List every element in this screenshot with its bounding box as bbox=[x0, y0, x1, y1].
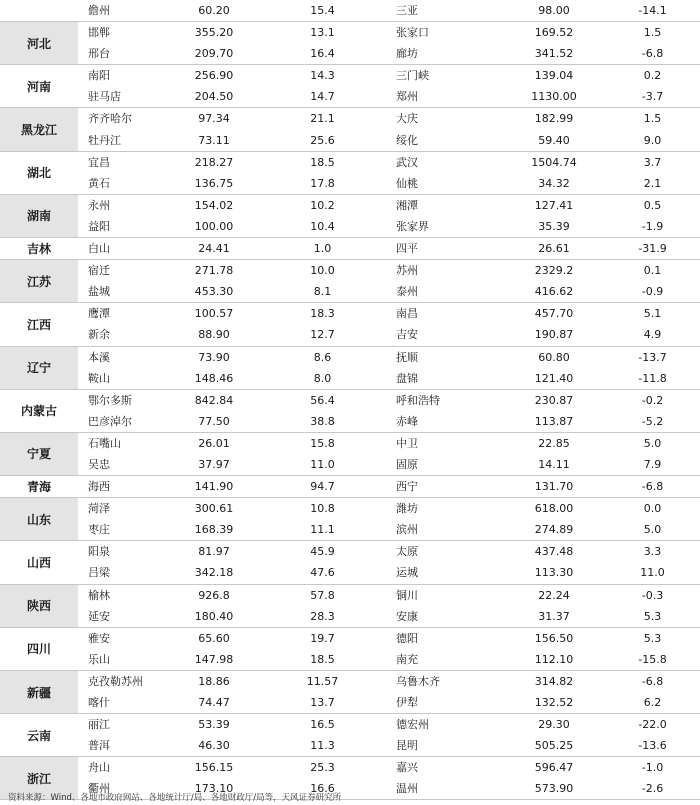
province-group bbox=[0, 585, 700, 628]
province-cell: 江西 bbox=[26, 317, 51, 332]
revenue-low: 77.50 bbox=[198, 414, 230, 428]
revenue-high: 60.80 bbox=[538, 350, 570, 364]
revenue-low: 24.41 bbox=[198, 242, 230, 256]
growth-high: 3.7 bbox=[643, 155, 662, 169]
growth-low: 19.7 bbox=[310, 631, 335, 645]
growth-high: -0.2 bbox=[641, 393, 664, 407]
revenue-low: 168.39 bbox=[194, 523, 234, 537]
city-low: 海西 bbox=[88, 480, 110, 494]
city-low: 巴彦淖尔 bbox=[88, 414, 132, 428]
growth-high: 0.0 bbox=[643, 502, 662, 516]
revenue-low: 842.84 bbox=[194, 393, 234, 407]
revenue-low: 209.70 bbox=[194, 47, 234, 61]
city-low: 枣庄 bbox=[88, 523, 110, 537]
city-low: 黄石 bbox=[88, 176, 110, 190]
table-row bbox=[78, 628, 700, 649]
revenue-low: 453.30 bbox=[194, 285, 234, 299]
revenue-high: 1130.00 bbox=[531, 90, 577, 104]
city-high: 吉安 bbox=[396, 328, 418, 342]
table-row bbox=[78, 585, 700, 606]
revenue-low: 18.86 bbox=[198, 674, 230, 688]
growth-low: 11.1 bbox=[310, 523, 335, 537]
revenue-high: 596.47 bbox=[534, 761, 574, 775]
growth-high: 5.0 bbox=[643, 523, 662, 537]
city-low: 儋州 bbox=[88, 4, 110, 17]
revenue-high: 274.89 bbox=[534, 523, 574, 537]
revenue-high: 26.61 bbox=[538, 242, 570, 256]
growth-high: 5.3 bbox=[643, 609, 662, 623]
table-row bbox=[78, 152, 700, 173]
revenue-low: 141.90 bbox=[194, 480, 234, 494]
revenue-high: 139.04 bbox=[534, 69, 574, 83]
city-high: 盘锦 bbox=[396, 371, 418, 385]
province-group bbox=[0, 22, 700, 65]
city-low: 乐山 bbox=[88, 652, 110, 666]
province-cell: 陕西 bbox=[0, 585, 78, 627]
table-row bbox=[78, 130, 700, 151]
growth-low: 18.5 bbox=[310, 652, 335, 666]
revenue-low: 60.20 bbox=[198, 4, 230, 17]
growth-low: 45.9 bbox=[310, 545, 335, 559]
city-high: 中卫 bbox=[396, 436, 418, 450]
revenue-high: 22.24 bbox=[538, 588, 570, 602]
revenue-high: 112.10 bbox=[534, 652, 574, 666]
growth-high: -1.0 bbox=[641, 761, 664, 775]
city-high: 郑州 bbox=[396, 90, 418, 104]
growth-high: 5.0 bbox=[643, 436, 662, 450]
revenue-low: 100.00 bbox=[194, 219, 234, 233]
city-low: 克孜勒苏州 bbox=[88, 674, 143, 688]
province-cell: 吉林 bbox=[26, 242, 51, 257]
table-row bbox=[78, 692, 700, 713]
growth-low: 16.5 bbox=[310, 718, 335, 732]
city-low: 牡丹江 bbox=[88, 133, 121, 147]
revenue-low: 65.60 bbox=[198, 631, 230, 645]
revenue-low: 271.78 bbox=[194, 264, 234, 278]
revenue-low: 81.97 bbox=[198, 545, 230, 559]
growth-low: 12.7 bbox=[310, 328, 335, 342]
revenue-low: 204.50 bbox=[194, 90, 234, 104]
growth-high: -31.9 bbox=[638, 242, 667, 256]
growth-high: 11.0 bbox=[640, 566, 665, 580]
growth-high: 0.1 bbox=[643, 264, 662, 278]
city-low: 衢州 bbox=[88, 782, 110, 796]
city-low: 菏泽 bbox=[88, 502, 110, 516]
growth-high: 7.9 bbox=[643, 457, 662, 471]
province-cell: 山东 bbox=[0, 498, 78, 540]
city-high: 南昌 bbox=[396, 307, 418, 321]
table-row bbox=[78, 368, 700, 389]
province-cell: 河北 bbox=[0, 22, 78, 64]
source-note: 资料来源：Wind、各地市政府网站、各地统计厅/局、各地财政厅/局等，天风证券研究所 bbox=[8, 793, 342, 803]
table-row bbox=[78, 757, 700, 778]
table-row bbox=[78, 108, 700, 129]
revenue-low: 26.01 bbox=[198, 436, 230, 450]
city-low: 本溪 bbox=[88, 350, 110, 364]
table-row bbox=[78, 65, 700, 86]
growth-high: -11.8 bbox=[638, 371, 667, 385]
city-high: 滨州 bbox=[396, 523, 418, 537]
city-low: 榆林 bbox=[88, 588, 110, 602]
growth-low: 28.3 bbox=[310, 609, 335, 623]
growth-low: 8.0 bbox=[313, 371, 332, 385]
table-row bbox=[78, 324, 700, 345]
growth-low: 57.8 bbox=[310, 588, 335, 602]
province-cell: 新疆 bbox=[0, 671, 78, 713]
city-low: 盐城 bbox=[88, 285, 110, 299]
city-high: 抚顺 bbox=[396, 350, 418, 364]
growth-high: 0.5 bbox=[643, 198, 662, 212]
province-group bbox=[0, 152, 700, 195]
city-high: 大庆 bbox=[396, 112, 418, 126]
growth-low: 14.7 bbox=[310, 90, 335, 104]
revenue-high: 35.39 bbox=[538, 219, 570, 233]
city-high: 温州 bbox=[396, 782, 418, 796]
revenue-high: 113.30 bbox=[534, 566, 574, 580]
city-low: 益阳 bbox=[88, 219, 110, 233]
city-high: 张家口 bbox=[396, 26, 429, 40]
table-row bbox=[78, 606, 700, 627]
city-high: 三门峡 bbox=[396, 69, 429, 83]
growth-low: 10.4 bbox=[310, 219, 335, 233]
growth-high: 2.1 bbox=[643, 176, 662, 190]
province-group bbox=[0, 390, 700, 433]
city-low: 石嘴山 bbox=[88, 436, 121, 450]
table-row bbox=[78, 519, 700, 540]
growth-low: 10.2 bbox=[310, 198, 335, 212]
revenue-low: 97.34 bbox=[198, 112, 230, 126]
city-high: 泰州 bbox=[396, 285, 418, 299]
revenue-low: 300.61 bbox=[194, 502, 234, 516]
city-high: 德阳 bbox=[396, 631, 418, 645]
province-group bbox=[0, 65, 700, 108]
growth-high: -2.6 bbox=[641, 782, 664, 796]
revenue-high: 573.90 bbox=[534, 782, 574, 796]
growth-low: 11.3 bbox=[310, 739, 335, 753]
growth-high: -6.8 bbox=[641, 674, 664, 688]
province-group bbox=[0, 476, 700, 498]
city-high: 南充 bbox=[396, 652, 418, 666]
province-cell: 山西 bbox=[26, 555, 51, 570]
province-cell: 湖北 bbox=[26, 166, 51, 181]
revenue-high: 31.37 bbox=[538, 609, 570, 623]
table-row bbox=[78, 541, 700, 562]
growth-high: 5.3 bbox=[643, 631, 662, 645]
city-high: 武汉 bbox=[396, 155, 418, 169]
revenue-low: 73.11 bbox=[198, 133, 230, 147]
revenue-high: 156.50 bbox=[534, 631, 574, 645]
city-low: 鹰潭 bbox=[88, 307, 110, 321]
province-group bbox=[0, 628, 700, 671]
city-low: 永州 bbox=[88, 198, 110, 212]
revenue-low: 100.57 bbox=[194, 307, 234, 321]
table-row bbox=[78, 238, 700, 259]
province-group bbox=[0, 671, 700, 714]
city-low: 延安 bbox=[88, 609, 110, 623]
revenue-low: 256.90 bbox=[194, 69, 234, 83]
revenue-high: 34.32 bbox=[538, 176, 570, 190]
city-high: 昆明 bbox=[396, 739, 418, 753]
revenue-high: 190.87 bbox=[534, 328, 574, 342]
city-high: 仙桃 bbox=[396, 176, 418, 190]
table-row bbox=[78, 498, 700, 519]
revenue-high: 59.40 bbox=[538, 133, 570, 147]
city-low: 喀什 bbox=[88, 696, 110, 709]
revenue-low: 926.8 bbox=[198, 588, 230, 602]
city-high: 绥化 bbox=[396, 133, 418, 147]
revenue-high: 14.11 bbox=[538, 457, 570, 471]
city-high: 赤峰 bbox=[396, 414, 418, 428]
growth-high: 1.5 bbox=[643, 26, 662, 40]
growth-low: 15.4 bbox=[310, 4, 335, 17]
revenue-high: 182.99 bbox=[534, 112, 574, 126]
revenue-high: 230.87 bbox=[534, 393, 574, 407]
table-row bbox=[78, 433, 700, 454]
growth-low: 38.8 bbox=[310, 414, 335, 428]
revenue-high: 505.25 bbox=[534, 739, 574, 753]
revenue-low: 136.75 bbox=[194, 176, 234, 190]
revenue-high: 169.52 bbox=[534, 26, 574, 40]
table-row bbox=[78, 649, 700, 670]
province-group bbox=[0, 347, 700, 390]
city-high: 固原 bbox=[396, 457, 418, 471]
city-low: 鄂尔多斯 bbox=[88, 393, 132, 407]
growth-high: -0.3 bbox=[641, 588, 664, 602]
growth-low: 1.0 bbox=[313, 242, 332, 256]
growth-low: 25.6 bbox=[310, 133, 335, 147]
revenue-high: 22.85 bbox=[538, 436, 570, 450]
table-row bbox=[78, 303, 700, 324]
province-cell: 青海 bbox=[26, 480, 51, 495]
revenue-high: 341.52 bbox=[534, 47, 574, 61]
revenue-high: 457.70 bbox=[534, 307, 574, 321]
city-low: 吴忠 bbox=[88, 457, 110, 471]
city-high: 铜川 bbox=[396, 588, 418, 602]
revenue-high: 127.41 bbox=[534, 198, 574, 212]
revenue-high: 618.00 bbox=[534, 502, 574, 516]
table-row bbox=[78, 476, 700, 497]
province-cell: 宁夏 bbox=[0, 433, 78, 475]
growth-low: 17.8 bbox=[310, 176, 335, 190]
growth-high: 1.5 bbox=[643, 112, 662, 126]
table-row bbox=[78, 260, 700, 281]
province-group bbox=[0, 498, 700, 541]
growth-high: -6.8 bbox=[641, 47, 664, 61]
revenue-low: 156.15 bbox=[194, 761, 234, 775]
revenue-high: 121.40 bbox=[534, 371, 574, 385]
revenue-high: 98.00 bbox=[538, 4, 570, 17]
city-high: 乌鲁木齐 bbox=[396, 674, 440, 688]
table-row bbox=[78, 735, 700, 756]
growth-low: 13.7 bbox=[310, 696, 335, 709]
growth-low: 94.7 bbox=[310, 480, 335, 494]
revenue-low: 180.40 bbox=[194, 609, 234, 623]
city-high: 苏州 bbox=[396, 264, 418, 278]
province-group bbox=[0, 0, 700, 22]
growth-low: 11.0 bbox=[310, 457, 335, 471]
growth-low: 47.6 bbox=[310, 566, 335, 580]
province-group bbox=[0, 195, 700, 238]
growth-low: 14.3 bbox=[310, 69, 335, 83]
revenue-low: 37.97 bbox=[198, 457, 230, 471]
table-row bbox=[78, 195, 700, 216]
city-low: 丽江 bbox=[88, 718, 110, 732]
growth-high: -22.0 bbox=[638, 718, 667, 732]
province-cell: 辽宁 bbox=[0, 347, 78, 389]
revenue-high: 437.48 bbox=[534, 545, 574, 559]
revenue-low: 53.39 bbox=[198, 718, 230, 732]
province-cell: 四川 bbox=[26, 642, 51, 657]
table-row bbox=[78, 216, 700, 237]
city-low: 宿迁 bbox=[88, 264, 110, 278]
province-cell bbox=[0, 0, 78, 21]
province-group bbox=[0, 714, 700, 757]
city-low: 吕梁 bbox=[88, 566, 110, 580]
revenue-high: 113.87 bbox=[534, 414, 574, 428]
growth-high: -5.2 bbox=[641, 414, 664, 428]
city-low: 白山 bbox=[88, 242, 110, 256]
growth-high: 3.3 bbox=[643, 545, 662, 559]
revenue-high: 416.62 bbox=[534, 285, 574, 299]
city-low: 舟山 bbox=[88, 761, 110, 775]
revenue-low: 147.98 bbox=[194, 652, 234, 666]
table-row bbox=[78, 43, 700, 64]
growth-low: 56.4 bbox=[310, 393, 335, 407]
city-high: 嘉兴 bbox=[396, 761, 418, 775]
growth-low: 16.6 bbox=[310, 782, 335, 796]
city-high: 太原 bbox=[396, 545, 418, 559]
city-low: 宜昌 bbox=[88, 155, 110, 169]
city-high: 湘潭 bbox=[396, 198, 418, 212]
revenue-low: 355.20 bbox=[194, 26, 234, 40]
province-cell: 浙江 bbox=[0, 757, 78, 799]
growth-high: -14.1 bbox=[638, 4, 667, 17]
revenue-high: 29.30 bbox=[538, 718, 570, 732]
table-row bbox=[78, 281, 700, 302]
revenue-low: 218.27 bbox=[194, 155, 234, 169]
city-high: 伊犁 bbox=[396, 696, 418, 709]
city-low: 邢台 bbox=[88, 47, 110, 61]
table-row bbox=[78, 347, 700, 368]
city-high: 德宏州 bbox=[396, 718, 429, 732]
city-low: 驻马店 bbox=[88, 90, 121, 104]
city-high: 廊坊 bbox=[396, 47, 418, 61]
revenue-low: 342.18 bbox=[194, 566, 234, 580]
city-low: 新余 bbox=[88, 328, 110, 342]
growth-low: 13.1 bbox=[310, 26, 335, 40]
growth-high: 6.2 bbox=[643, 696, 662, 709]
growth-high: -3.7 bbox=[641, 90, 664, 104]
revenue-high: 314.82 bbox=[534, 674, 574, 688]
revenue-low: 74.47 bbox=[198, 696, 230, 709]
revenue-low: 46.30 bbox=[198, 739, 230, 753]
growth-low: 8.6 bbox=[313, 350, 332, 364]
city-high: 张家界 bbox=[396, 219, 429, 233]
province-cell: 河南 bbox=[26, 79, 51, 94]
city-low: 齐齐哈尔 bbox=[88, 112, 132, 126]
revenue-low: 88.90 bbox=[198, 328, 230, 342]
growth-low: 10.0 bbox=[310, 264, 335, 278]
table-row bbox=[78, 173, 700, 194]
revenue-low: 154.02 bbox=[194, 198, 234, 212]
province-cell: 江苏 bbox=[0, 260, 78, 302]
city-high: 呼和浩特 bbox=[396, 393, 440, 407]
province-cell: 云南 bbox=[26, 728, 51, 743]
growth-low: 18.3 bbox=[310, 307, 335, 321]
table-row bbox=[78, 714, 700, 735]
province-group bbox=[0, 260, 700, 303]
growth-low: 11.57 bbox=[306, 674, 339, 688]
city-high: 安康 bbox=[396, 609, 418, 623]
city-high: 运城 bbox=[396, 566, 418, 580]
city-low: 阳泉 bbox=[88, 545, 110, 559]
growth-low: 18.5 bbox=[310, 155, 335, 169]
growth-low: 8.1 bbox=[313, 285, 332, 299]
city-low: 雅安 bbox=[88, 631, 110, 645]
city-low: 鞍山 bbox=[88, 371, 110, 385]
province-cell: 内蒙古 bbox=[20, 404, 57, 419]
growth-low: 21.1 bbox=[310, 112, 335, 126]
revenue-low: 148.46 bbox=[194, 371, 234, 385]
city-low: 邯郸 bbox=[88, 26, 110, 40]
province-group bbox=[0, 238, 700, 260]
growth-low: 15.8 bbox=[310, 436, 335, 450]
growth-high: -13.7 bbox=[638, 350, 667, 364]
growth-high: -15.8 bbox=[638, 652, 667, 666]
growth-high: -1.9 bbox=[641, 219, 664, 233]
growth-high: 9.0 bbox=[643, 133, 662, 147]
province-group bbox=[0, 108, 700, 151]
revenue-low: 173.10 bbox=[194, 782, 234, 796]
city-high: 三亚 bbox=[396, 4, 418, 17]
growth-high: 5.1 bbox=[643, 307, 662, 321]
growth-high: -13.6 bbox=[638, 739, 667, 753]
province-group bbox=[0, 541, 700, 584]
revenue-high: 1504.74 bbox=[531, 155, 577, 169]
city-high: 潍坊 bbox=[396, 502, 418, 516]
table-row bbox=[78, 0, 700, 21]
table-row bbox=[78, 562, 700, 583]
table-row bbox=[78, 390, 700, 411]
table-row bbox=[78, 22, 700, 43]
city-low: 南阳 bbox=[88, 69, 110, 83]
table-row bbox=[78, 671, 700, 692]
growth-high: -6.8 bbox=[641, 480, 664, 494]
growth-low: 16.4 bbox=[310, 47, 335, 61]
province-group bbox=[0, 433, 700, 476]
growth-high: -0.9 bbox=[641, 285, 664, 299]
revenue-high: 132.52 bbox=[534, 696, 574, 709]
city-high: 四平 bbox=[396, 242, 418, 256]
city-low: 普洱 bbox=[88, 739, 110, 753]
province-group bbox=[0, 303, 700, 346]
growth-low: 25.3 bbox=[310, 761, 335, 775]
table-row bbox=[78, 454, 700, 475]
city-high: 西宁 bbox=[396, 480, 418, 494]
province-cell: 湖南 bbox=[0, 195, 78, 237]
table-row bbox=[78, 411, 700, 432]
province-cell: 黑龙江 bbox=[0, 108, 78, 150]
revenue-high: 2329.2 bbox=[534, 264, 574, 278]
revenue-high: 131.70 bbox=[534, 480, 574, 494]
growth-high: 4.9 bbox=[643, 328, 662, 342]
growth-high: 0.2 bbox=[643, 69, 662, 83]
table-row bbox=[78, 86, 700, 107]
revenue-low: 73.90 bbox=[198, 350, 230, 364]
growth-low: 10.8 bbox=[310, 502, 335, 516]
